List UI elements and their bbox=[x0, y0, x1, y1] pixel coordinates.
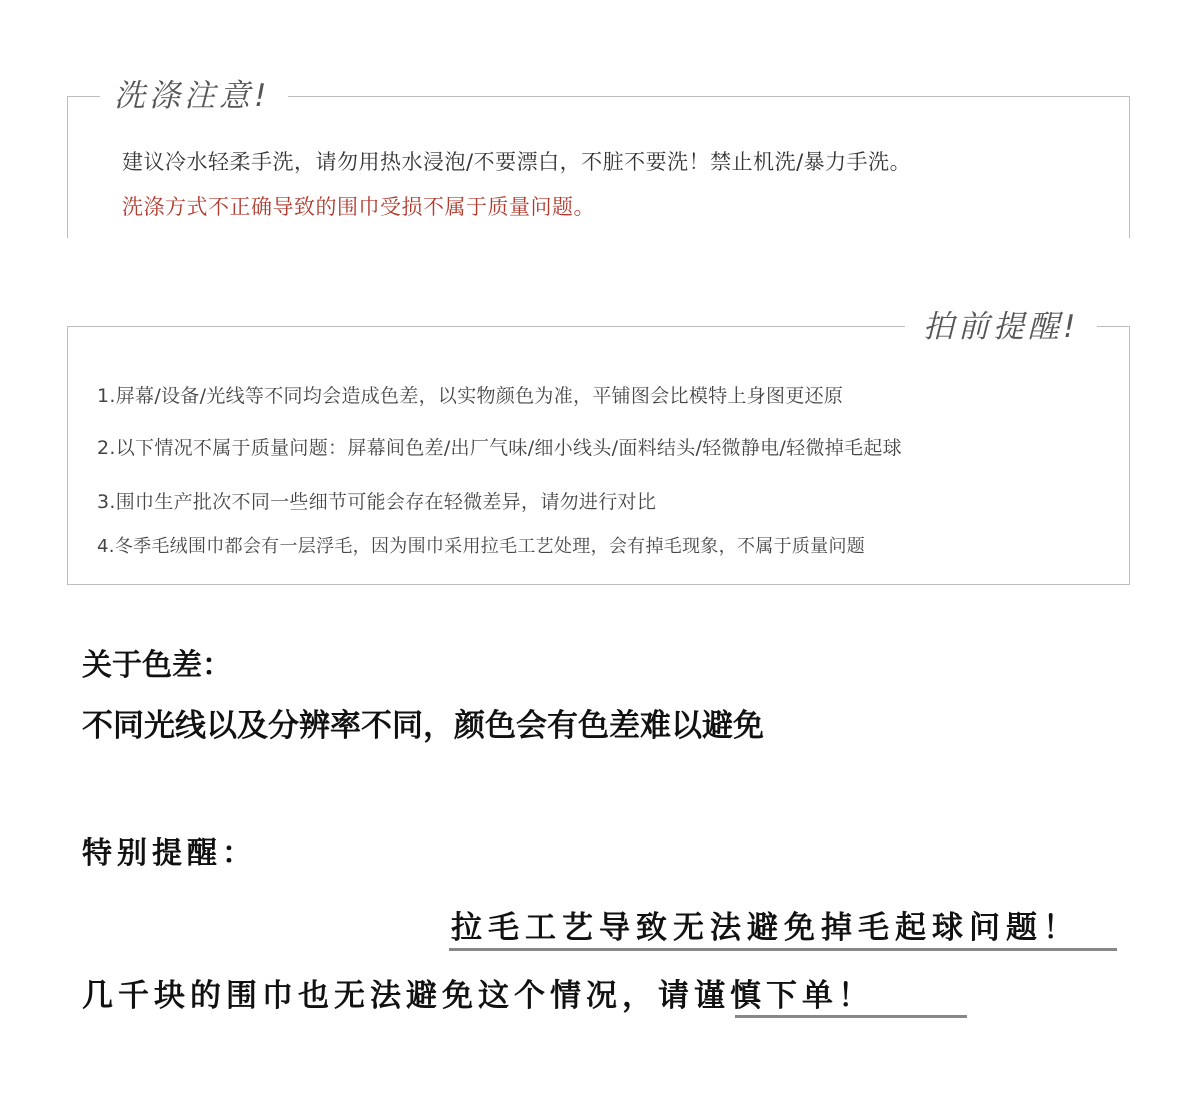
special-reminder-line-1: 拉毛工艺导致无法避免掉毛起球问题！ bbox=[451, 910, 1080, 946]
washing-instruction-text: 建议冷水轻柔手洗，请勿用热水浸泡/不要漂白，不脏不要洗！禁止机洗/暴力手洗。 bbox=[122, 150, 912, 174]
notice-item: 3.围巾生产批次不同一些细节可能会存在轻微差异，请勿进行对比 bbox=[97, 491, 657, 513]
special-reminder-line-2 bbox=[82, 970, 874, 1015]
notice-item: 4.冬季毛绒围巾都会有一层浮毛，因为围巾采用拉毛工艺处理，会有掉毛现象，不属于质量问题 bbox=[97, 536, 866, 557]
underline-divider bbox=[735, 1015, 967, 1018]
color-difference-title: 关于色差： bbox=[82, 648, 232, 683]
notice-item: 2.以下情况不属于质量问题：屏幕间色差/出厂气味/细小线头/面料结头/轻微静电/轻微掉毛起球 bbox=[97, 437, 902, 459]
color-difference-text: 不同光线以及分辨率不同，颜色会有色差难以避免 bbox=[82, 708, 764, 744]
underline-divider bbox=[449, 948, 1117, 951]
washing-warning-text: 洗涤方式不正确导致的围巾受损不属于质量问题。 bbox=[122, 195, 595, 219]
special-reminder-emphasis: 请谨慎下单！ bbox=[658, 978, 874, 1014]
washing-notice-title: 洗涤注意! bbox=[100, 76, 288, 116]
special-reminder-title: 特别提醒： bbox=[82, 836, 257, 871]
notice-item: 1.屏幕/设备/光线等不同均会造成色差，以实物颜色为准，平铺图会比模特上身图更还原 bbox=[97, 385, 844, 407]
special-reminder-prefix: 几千块的围巾也无法避免这个情况， bbox=[82, 978, 658, 1014]
pre-purchase-notice-title: 拍前提醒! bbox=[905, 307, 1097, 347]
